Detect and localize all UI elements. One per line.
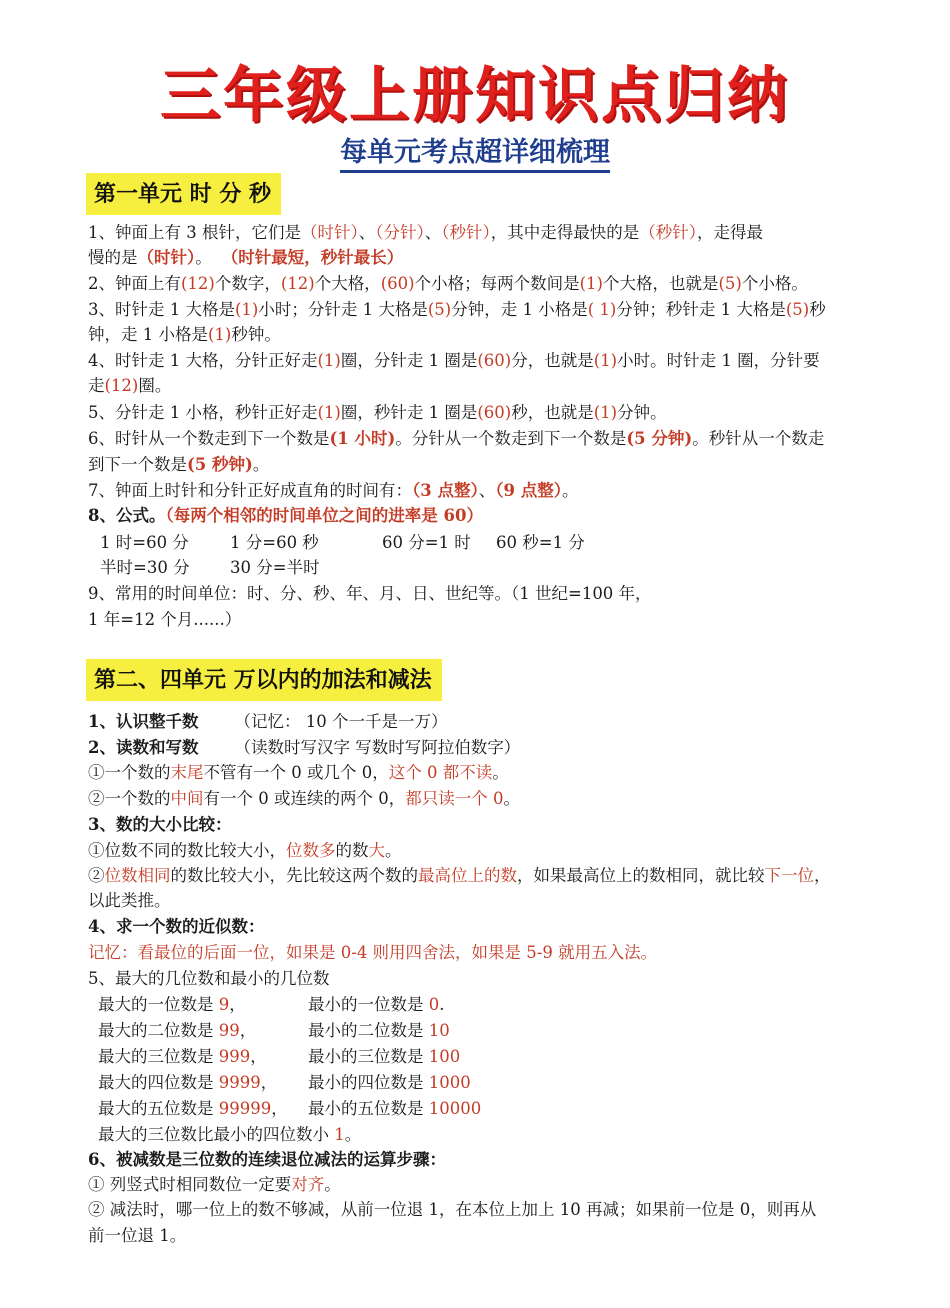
unit1-line-9: 6、时针从一个数走到下一个数是(1 小时)。分针从一个数走到下一个数是(5 分钟)。秒针从一个数走 xyxy=(88,429,825,448)
unit1-line-10: 到下一个数是(5 秒钟)。 xyxy=(88,455,270,474)
unit2-line-2: 2、读数和写数 （读数时写汉字 写数时写阿拉伯数字） xyxy=(88,738,521,757)
unit2-line-4: ②一个数的中间有一个 0 或连续的两个 0，都只读一个 0。 xyxy=(88,789,520,808)
unit1-line-1: 1、钟面上有 3 根针，它们是（时针）、（分针）、（秒针），其中走得最快的是（秒针），走得最 xyxy=(88,223,763,242)
formula-item: 60 秒=1 分 xyxy=(496,533,585,552)
unit1-line-3: 2、钟面上有(12)个数字，(12)个大格，(60)个小格；每两个数间是(1)个大格，也就是(5)个小格。 xyxy=(88,274,808,293)
unit2-line-10: 记忆：看最位的后面一位，如果是 0-4 则用四舍法，如果是 5-9 就用五入法。 xyxy=(88,943,658,962)
unit1-line-14: 1 年=12 个月......） xyxy=(88,610,242,629)
unit1-line-2: 慢的是（时针）。 （时针最短，秒针最长） xyxy=(88,248,404,267)
unit1-line-8: 5、分针走 1 小格，秒针正好走(1)圈，秒针走 1 圈是(60)秒，也就是(1)分钟。 xyxy=(88,403,667,422)
unit2-line-15: ② 减法时，哪一位上的数不够减，从前一位退 1，在本位上加上 10 再减；如果前一位是 0，则再从 xyxy=(88,1200,817,1219)
page-subtitle xyxy=(0,130,950,169)
unit2-line-1: 1、认识整千数 （记忆： 10 个一千是一万） xyxy=(88,712,448,731)
unit1-line-4: 3、时针走 1 大格是(1)小时；分针走 1 大格是(5)分钟，走 1 小格是( 1)分钟；秒针走 1 大格是(5)秒 xyxy=(88,300,826,319)
formula-item: 1 时=60 分 xyxy=(100,533,189,552)
document-page: 三年级上册知识点归纳 每单元考点超详细梳理 第一单元 时 分 秒 1、钟面上有 3 根针，它们是（时针）、（分针）、（秒针），其中走得最快的是（秒针），走得最 慢的是（时针）。 （时针最短，秒针最长） 2、钟面上有(12)个数字，(12)个大格，(60)个小格；每两个数间是(1)个大格，也就是(5)个小格。 3、时针走 1 大格是(1)小时；分针走 1 大格是(5)分钟，走 1 小格是( 1)分钟；秒针走 1 大格是(5)秒 钟，走 1 小格是(1)秒钟。 4、时针走 1 大格，分针正好走(1)圈，分针走 1 圈是(60)分，也就是(1)小时。时针走 1 圈，分针要 走(12)圈。 5、分针走 1 小格，秒针正好走(1)圈，秒针走 1 圈是(60)秒，也就是(1)分钟。 6、时针从一个数走到下一个数是(1 小时)。分针从一个数走到下一个数是(5 分钟)。秒针从一个数走 到下一个数是(5 秒钟)。 7、钟面上时针和分针正好成直角的时间有：（3 点整）、（9 点整）。 8、公式。（每两个相邻的时间单位之间的进率是 60） 1 时=60 分 1 分=60 秒 60 分=1 时 60 秒=1 分 半时=30 分 30 分=半时 9、常用的时间单位：时、分、秒、年、月、日、世纪等。（1 世纪=100 年， 1 年=12 个月......） 第二、四单元 万以内的加法和减法 1、认识整千数 （记忆： 10 个一千是一万） 2、读数和写数 （读数时写汉字 写数时写阿拉伯数字） ①一个数的末尾不管有一个 0 或几个 0，这个 0 都不读。 ②一个数的中间有一个 0 或连续的两个 0，都只读一个 0。 3、数的大小比较： ①位数不同的数比较大小，位数多的数大。 ②位数相同的数比较大小，先比较这两个数的最高位上的数，如果最高位上的数相同，就比较下一位， 以此类推。 4、求一个数的近似数： 记忆：看最位的后面一位，如果是 0-4 则用四舍法，如果是 5-9 就用五入法。 5、最大的几位数和最小的几位数 最大的一位数是 9， 最小的一位数是 0. 最大的二位数是 99， 最小的二位数是 10 最大的三位数是 999， 最小的三位数是 100 最大的四位数是 9999， 最小的四位数是 1000 最大的五位数是 99999， 最小的五位数是 10000 最大的三位数比最小的四位数小 1。 6、被减数是三位数的连续退位减法的运算步骤： ① 列竖式时相同数位一定要对齐。 ② 减法时，哪一位上的数不够减，从前一位退 1，在本位上加上 10 再减；如果前一位是 0，则再从 前一位退 1。 xyxy=(0,0,950,1308)
unit2-line-16: 前一位退 1。 xyxy=(88,1226,187,1245)
formula-item: 60 分=1 时 xyxy=(382,533,471,552)
unit2-line-5: 3、数的大小比较： xyxy=(88,815,232,834)
formula-item: 1 分=60 秒 xyxy=(230,533,319,552)
unit1-line-12: 8、公式。（每两个相邻的时间单位之间的进率是 60） xyxy=(88,506,483,525)
unit1-line-13: 9、常用的时间单位：时、分、秒、年、月、日、世纪等。（1 世纪=100 年， xyxy=(88,584,652,603)
formula-item: 半时=30 分 xyxy=(100,558,190,577)
unit2-line-14: ① 列竖式时相同数位一定要对齐。 xyxy=(88,1175,341,1194)
unit2-line-13: 6、被减数是三位数的连续退位减法的运算步骤： xyxy=(88,1150,446,1169)
formula-item: 30 分=半时 xyxy=(230,558,320,577)
unit2-line-8: 以此类推。 xyxy=(88,891,171,910)
unit1-line-6: 4、时针走 1 大格，分针正好走(1)圈，分针走 1 圈是(60)分，也就是(1)小时。时针走 1 圈，分针要 xyxy=(88,351,820,370)
unit2-line-6: ①位数不同的数比较大小，位数多的数大。 xyxy=(88,841,402,860)
unit2-heading: 第二、四单元 万以内的加法和减法 xyxy=(86,659,442,701)
unit2-line-7: ②位数相同的数比较大小，先比较这两个数的最高位上的数，如果最高位上的数相同，就比较下一位， xyxy=(88,866,831,885)
unit2-line-3: ①一个数的末尾不管有一个 0 或几个 0，这个 0 都不读。 xyxy=(88,763,509,782)
unit1-heading: 第一单元 时 分 秒 xyxy=(86,173,281,215)
unit2-line-9: 4、求一个数的近似数： xyxy=(88,917,265,936)
unit1-line-5: 钟，走 1 小格是(1)秒钟。 xyxy=(88,325,281,344)
subtitle-text: 每单元考点超详细梳理 xyxy=(340,137,610,173)
unit1-line-11: 7、钟面上时针和分针正好成直角的时间有：（3 点整）、（9 点整）。 xyxy=(88,481,579,500)
page-title: 三年级上册知识点归纳 xyxy=(160,61,790,131)
unit1-line-7: 走(12)圈。 xyxy=(88,376,172,395)
unit2-line-11: 5、最大的几位数和最小的几位数 xyxy=(88,969,330,988)
